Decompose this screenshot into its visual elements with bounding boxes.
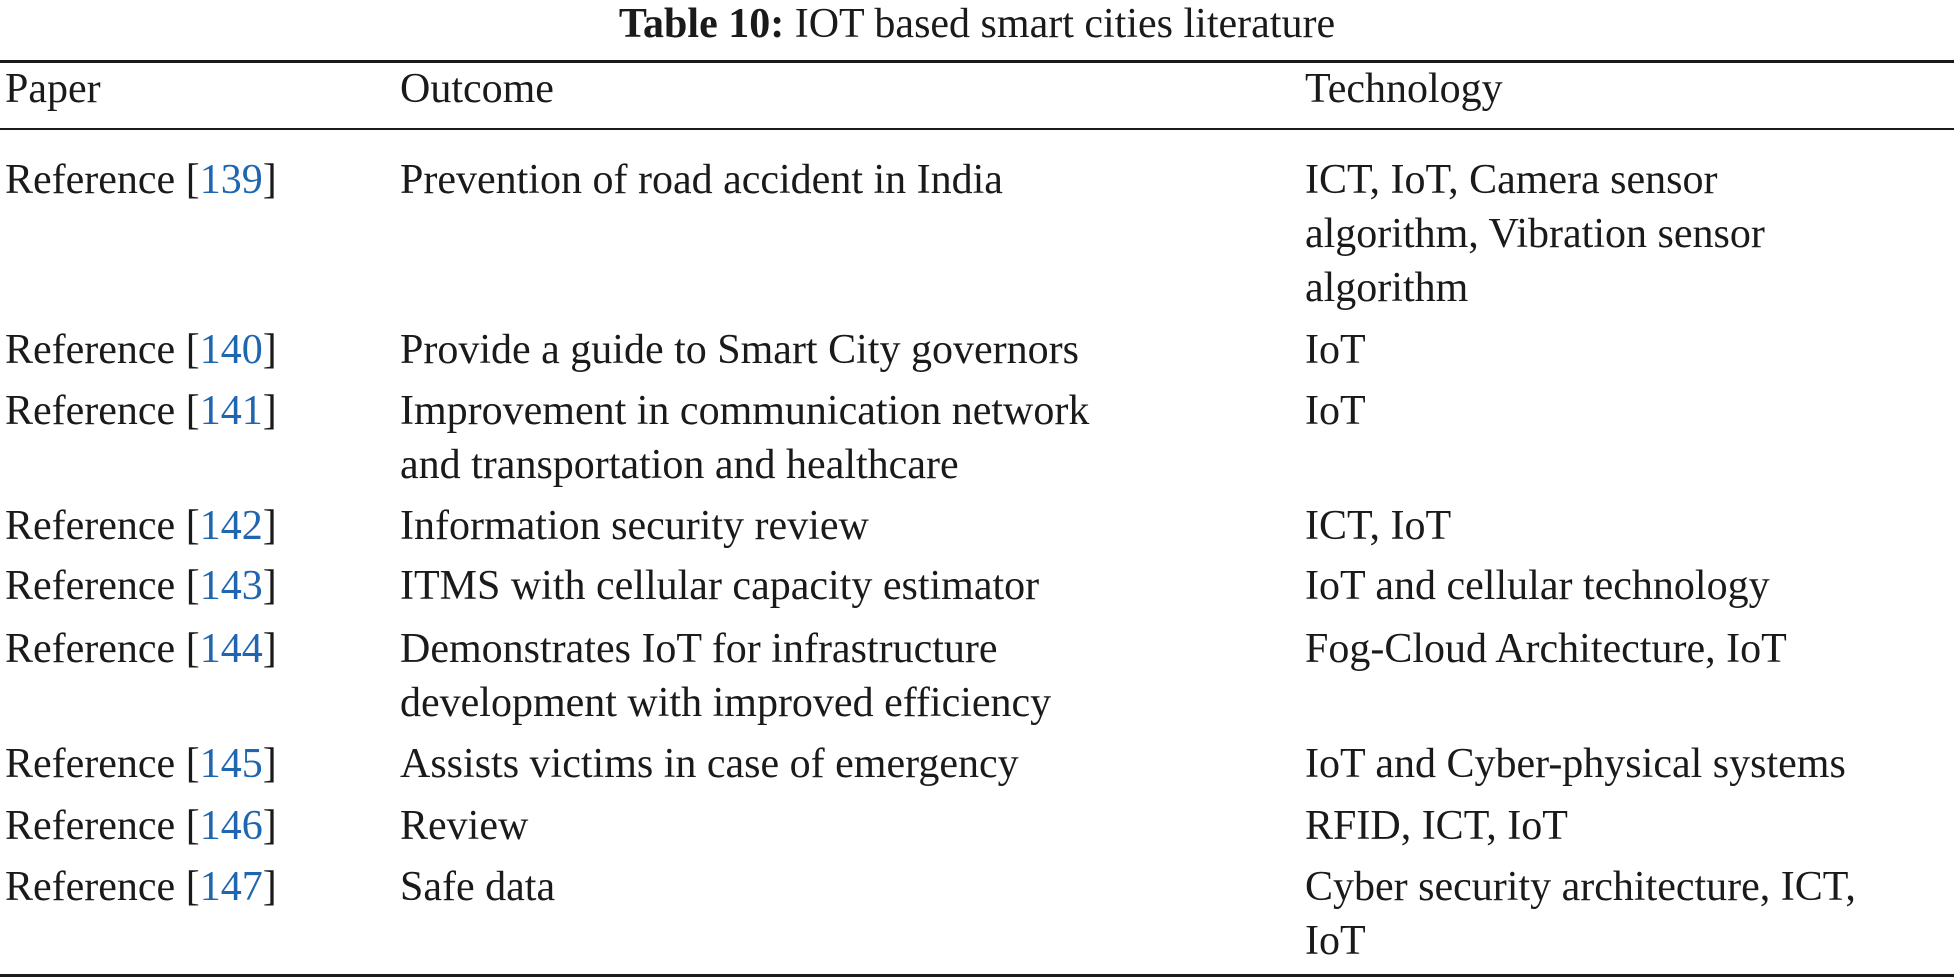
table-caption [0,0,1954,52]
reference-link[interactable]: 143 [199,563,263,609]
reference-link[interactable]: 139 [199,157,263,203]
table-bottom-rule [0,974,1954,977]
table-header-rule [0,128,1954,130]
outcome-cell: Safe data [400,864,556,910]
outcome-cell: Prevention of road accident in India [400,157,1003,203]
paper-cell: Reference [145] [5,741,277,787]
reference-link[interactable]: 147 [199,864,263,910]
outcome-cell: Information security review [400,503,869,549]
paper-cell: Reference [141] [5,388,277,434]
technology-cell: Fog-Cloud Architecture, IoT [1305,626,1787,672]
reference-link[interactable]: 140 [199,327,263,373]
outcome-cell: Assists victims in case of emergency [400,741,1019,787]
paper-cell: Reference [144] [5,626,277,672]
technology-cell: Cyber security architecture, ICT, IoT [1305,864,1856,964]
technology-cell: IoT and Cyber-physical systems [1305,741,1846,787]
paper-cell: Reference [140] [5,327,277,373]
header-paper: Paper [5,66,101,112]
paper-cell: Reference [139] [5,157,277,203]
paper-cell: Reference [146] [5,803,277,849]
paper-cell: Reference [147] [5,864,277,910]
technology-cell: IoT [1305,327,1366,373]
outcome-cell: Improvement in communication network and transportation and healthcare [400,388,1090,488]
paper-cell: Reference [143] [5,563,277,609]
reference-link[interactable]: 144 [199,626,263,672]
table-caption-text: IOT based smart cities literature [794,1,1336,47]
header-technology: Technology [1305,66,1503,112]
table-caption-label: Table 10: [618,1,785,47]
outcome-cell: Review [400,803,529,849]
technology-cell: RFID, ICT, IoT [1305,803,1568,849]
outcome-cell: Provide a guide to Smart City governors [400,327,1079,373]
technology-cell: ICT, IoT [1305,503,1452,549]
reference-link[interactable]: 145 [199,741,263,787]
paper-cell: Reference [142] [5,503,277,549]
technology-cell: IoT and cellular technology [1305,563,1770,609]
technology-cell: IoT [1305,388,1366,434]
technology-cell: ICT, IoT, Camera sensor algorithm, Vibration sensor algorithm [1305,157,1765,311]
outcome-cell: Demonstrates IoT for infrastructure development with improved efficiency [400,626,1052,726]
header-outcome: Outcome [400,66,554,112]
reference-link[interactable]: 141 [199,388,263,434]
outcome-cell: ITMS with cellular capacity estimator [400,563,1040,609]
table-top-rule [0,60,1954,63]
reference-link[interactable]: 142 [199,503,263,549]
reference-link[interactable]: 146 [199,803,263,849]
